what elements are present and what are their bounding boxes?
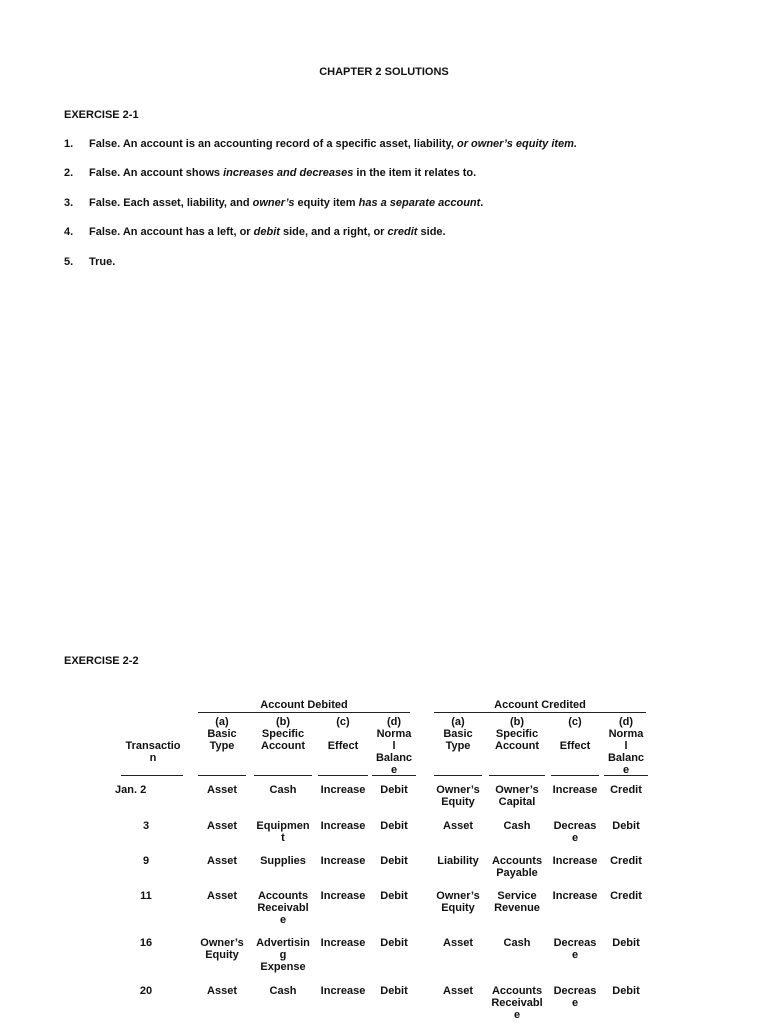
credited-cell: Asset bbox=[443, 820, 473, 832]
answer-item bbox=[64, 167, 476, 179]
credited-cell: Decreas e bbox=[553, 985, 597, 1009]
column-rule bbox=[254, 775, 312, 776]
credited-cell: Increase bbox=[552, 890, 598, 902]
exercise-2-2-heading: EXERCISE 2-2 bbox=[64, 655, 139, 667]
credited-cell: Accounts Payable bbox=[491, 855, 543, 879]
transaction-date: Jan. 2 bbox=[115, 784, 147, 796]
credited-cell: Owner’s Equity bbox=[436, 784, 480, 808]
answer-text: False. An account has a left, or bbox=[89, 226, 254, 238]
column-header-credited: (b) Specific Account bbox=[495, 716, 539, 752]
column-rule bbox=[434, 775, 482, 776]
account-debited-header: Account Debited bbox=[260, 699, 348, 711]
answer-text: False. Each asset, liability, and bbox=[89, 197, 253, 209]
debited-cell: Debit bbox=[380, 784, 408, 796]
answer-number: 3. bbox=[64, 197, 74, 209]
debited-cell: Asset bbox=[207, 855, 237, 867]
answer-text: False. An account shows bbox=[89, 167, 224, 179]
answer-text: or owner’s equity item. bbox=[457, 138, 578, 150]
credited-cell: Debit bbox=[612, 937, 640, 949]
account-credited-header: Account Credited bbox=[494, 699, 586, 711]
credited-cell: Decreas e bbox=[553, 937, 597, 961]
debited-cell: Supplies bbox=[260, 855, 306, 867]
credited-cell: Cash bbox=[503, 820, 531, 832]
debited-cell: Cash bbox=[269, 784, 297, 796]
debited-cell: Asset bbox=[207, 820, 237, 832]
page-title: CHAPTER 2 SOLUTIONS bbox=[319, 66, 449, 78]
credited-cell: Service Revenue bbox=[494, 890, 540, 914]
answer-number: 4. bbox=[64, 226, 74, 238]
column-header-credited: (a) Basic Type bbox=[443, 716, 473, 752]
debited-cell: Increase bbox=[320, 855, 366, 867]
transaction-date: 20 bbox=[139, 985, 153, 997]
debited-cell: Debit bbox=[380, 890, 408, 902]
debited-cell: Asset bbox=[207, 985, 237, 997]
transaction-date: 9 bbox=[142, 855, 150, 867]
debited-cell: Increase bbox=[320, 937, 366, 949]
credited-cell: Increase bbox=[552, 855, 598, 867]
answer-text: side. bbox=[417, 226, 446, 238]
answer-text: side, and a right, or bbox=[279, 226, 388, 238]
transaction-date: 16 bbox=[139, 937, 153, 949]
credited-cell: Credit bbox=[610, 855, 642, 867]
answer-text: . bbox=[480, 197, 484, 209]
debited-cell: Asset bbox=[207, 890, 237, 902]
debited-cell: Debit bbox=[380, 937, 408, 949]
answer-item bbox=[64, 256, 115, 268]
answer-text: True. bbox=[89, 256, 116, 268]
debited-cell: Increase bbox=[320, 890, 366, 902]
column-rule bbox=[318, 775, 368, 776]
credited-cell: Increase bbox=[552, 784, 598, 796]
column-rule bbox=[121, 775, 183, 776]
column-header-credited: (d) Norma l Balanc e bbox=[607, 716, 645, 776]
debited-cell: Cash bbox=[269, 985, 297, 997]
debited-cell: Increase bbox=[320, 985, 366, 997]
debited-cell: Debit bbox=[380, 855, 408, 867]
exercise-2-1-heading: EXERCISE 2-1 bbox=[64, 109, 139, 121]
debited-cell: Asset bbox=[207, 784, 237, 796]
column-rule bbox=[604, 775, 648, 776]
answer-text: increases and decreases bbox=[223, 167, 354, 179]
credited-cell: Owner’s Equity bbox=[436, 890, 480, 914]
column-header-transaction: Transactio n bbox=[125, 740, 181, 764]
debited-cell: Debit bbox=[380, 985, 408, 997]
answer-text: in the item it relates to. bbox=[353, 167, 477, 179]
answer-text: owner’s bbox=[252, 197, 295, 209]
credited-cell: Debit bbox=[612, 985, 640, 997]
transaction-date: 11 bbox=[140, 890, 152, 902]
column-rule bbox=[372, 775, 416, 776]
debited-cell: Owner’s Equity bbox=[200, 937, 244, 961]
column-header-debited: (a) Basic Type bbox=[207, 716, 237, 752]
answer-item bbox=[64, 197, 483, 209]
answer-number: 2. bbox=[64, 167, 74, 179]
answer-text: credit bbox=[387, 226, 418, 238]
account-debited-rule bbox=[198, 712, 410, 713]
transaction-date: 3 bbox=[142, 820, 150, 832]
credited-cell: Debit bbox=[612, 820, 640, 832]
column-rule bbox=[489, 775, 545, 776]
debited-cell: Equipmen t bbox=[256, 820, 310, 844]
answer-item bbox=[64, 138, 577, 150]
column-header-credited: (c) Effect bbox=[559, 716, 591, 752]
column-rule bbox=[551, 775, 599, 776]
debited-cell: Increase bbox=[320, 820, 366, 832]
column-header-debited: (c) Effect bbox=[327, 716, 359, 752]
column-rule bbox=[198, 775, 246, 776]
credited-cell: Cash bbox=[503, 937, 531, 949]
answer-number: 5. bbox=[64, 256, 74, 268]
debited-cell: Accounts Receivabl e bbox=[257, 890, 309, 926]
credited-cell: Decreas e bbox=[553, 820, 597, 844]
credited-cell: Credit bbox=[610, 890, 642, 902]
answer-number: 1. bbox=[64, 138, 74, 150]
credited-cell: Asset bbox=[443, 985, 473, 997]
credited-cell: Accounts Receivabl e bbox=[491, 985, 543, 1021]
debited-cell: Advertisin g Expense bbox=[256, 937, 310, 973]
credited-cell: Asset bbox=[443, 937, 473, 949]
answer-item bbox=[64, 226, 446, 238]
answer-text: equity item bbox=[294, 197, 359, 209]
column-header-debited: (b) Specific Account bbox=[261, 716, 305, 752]
column-header-debited: (d) Norma l Balanc e bbox=[375, 716, 413, 776]
credited-cell: Liability bbox=[437, 855, 479, 867]
account-credited-rule bbox=[434, 712, 646, 713]
answer-text: False. An account is an accounting record of a specific asset, liability, bbox=[89, 138, 457, 150]
credited-cell: Credit bbox=[610, 784, 642, 796]
debited-cell: Increase bbox=[320, 784, 366, 796]
answer-text: debit bbox=[253, 226, 280, 238]
credited-cell: Owner’s Capital bbox=[495, 784, 539, 808]
answer-text: has a separate account bbox=[358, 197, 481, 209]
debited-cell: Debit bbox=[380, 820, 408, 832]
